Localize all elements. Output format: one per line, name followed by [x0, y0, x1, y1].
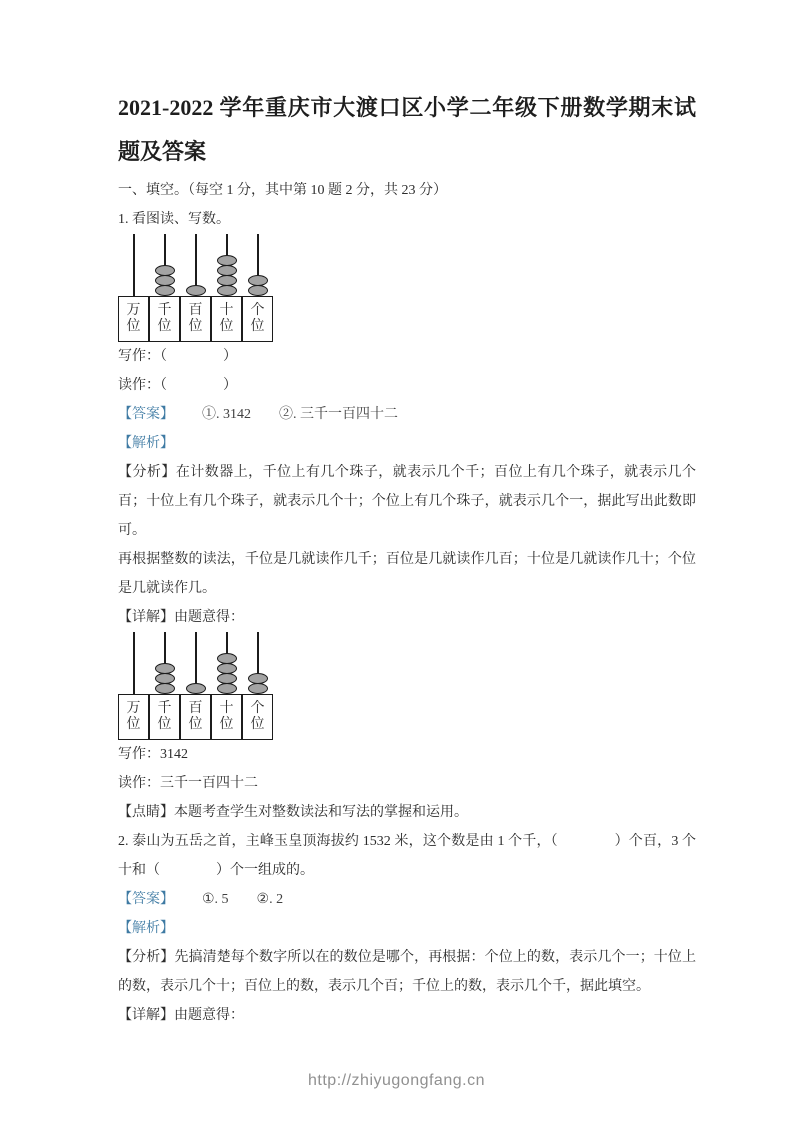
document-title: 2021-2022 学年重庆市大渡口区小学二年级下册数学期末试题及答案	[118, 95, 696, 164]
abacus-column	[118, 234, 149, 342]
abacus-place-label: 十 位	[211, 694, 242, 740]
abacus-place-label: 个 位	[242, 694, 273, 740]
abacus-place-label: 百 位	[180, 694, 211, 740]
answer-text: ①. 3142 ②. 三千一百四十二	[202, 407, 398, 422]
answer-text: ①. 5 ②. 2	[202, 892, 284, 907]
abacus-column	[149, 234, 180, 342]
abacus-bead	[248, 683, 268, 694]
footer-url: http://zhiyugongfang.cn	[308, 1072, 485, 1089]
abacus-column	[180, 632, 211, 740]
abacus-bead	[248, 285, 268, 296]
answer-label: 【答案】	[118, 407, 174, 422]
abacus-column	[118, 632, 149, 740]
highlight-line-q1: 【点睛】本题考查学生对整数读法和写法的掌握和运用。	[118, 805, 468, 820]
abacus-place-label: 千 位	[149, 296, 180, 342]
question-2-stem: 2. 泰山为五岳之首，主峰玉皇顶海拔约 1532 米，这个数是由 1 个千，（ ）个百，3 个十和（ ）个一组成的。	[118, 834, 696, 878]
analysis-header-q1	[118, 429, 696, 458]
write-answer-line: 写作：3142	[118, 747, 188, 762]
analysis-header-label: 【解析】	[118, 921, 174, 936]
detail-line-q2: 【详解】由题意得：	[118, 1008, 244, 1023]
abacus-column	[211, 632, 242, 740]
abacus-rod	[133, 234, 135, 296]
read-answer-line: 读作：三千一百四十二	[118, 776, 258, 791]
answer-label: 【答案】	[118, 892, 174, 907]
abacus-column	[242, 234, 273, 342]
abacus-bead	[217, 683, 237, 694]
analysis-paragraph-1: 【分析】在计数器上，千位上有几个珠子，就表示几个千；百位上有几个珠子，就表示几个百；十位上有几个珠子，就表示几个十；个位上有几个珠子，就表示几个一，据此写出此数即可。	[118, 465, 696, 538]
abacus-place-label: 个 位	[242, 296, 273, 342]
detail-line-q1: 【详解】由题意得：	[118, 610, 244, 625]
analysis-header-label: 【解析】	[118, 436, 174, 451]
abacus-place-label: 百 位	[180, 296, 211, 342]
analysis-header-q2	[118, 914, 696, 943]
section-heading: 一、填空。（每空 1 分，其中第 10 题 2 分，共 23 分）	[118, 183, 447, 198]
answer-line-q1	[118, 400, 696, 429]
abacus-diagram-solution	[118, 632, 696, 740]
abacus-bead	[155, 285, 175, 296]
abacus-bead	[155, 683, 175, 694]
abacus-column	[242, 632, 273, 740]
question-1-stem: 1. 看图读、写数。	[118, 212, 230, 227]
abacus-bead	[186, 285, 206, 296]
write-blank-line: 写作：（ ）	[118, 349, 237, 364]
analysis-paragraph-q2: 【分析】先搞清楚每个数字所以在的数位是哪个，再根据：个位上的数，表示几个一；十位上的数，表示几个十；百位上的数，表示几个百；千位上的数，表示几个千，据此填空。	[118, 950, 696, 994]
abacus-diagram-question	[118, 234, 696, 342]
abacus-column	[211, 234, 242, 342]
abacus-rod	[133, 632, 135, 694]
abacus-column	[180, 234, 211, 342]
abacus-place-label: 万 位	[118, 296, 149, 342]
abacus-bead	[186, 683, 206, 694]
abacus-column	[149, 632, 180, 740]
abacus-place-label: 十 位	[211, 296, 242, 342]
analysis-paragraph-2: 再根据整数的读法，千位是几就读作几千；百位是几就读作几百；十位是几就读作几十；个位是几就读作几。	[118, 552, 696, 596]
abacus-bead	[217, 285, 237, 296]
abacus-place-label: 万 位	[118, 694, 149, 740]
document-body	[118, 86, 696, 1030]
read-blank-line: 读作：（ ）	[118, 378, 237, 393]
abacus-place-label: 千 位	[149, 694, 180, 740]
answer-line-q2	[118, 885, 696, 914]
